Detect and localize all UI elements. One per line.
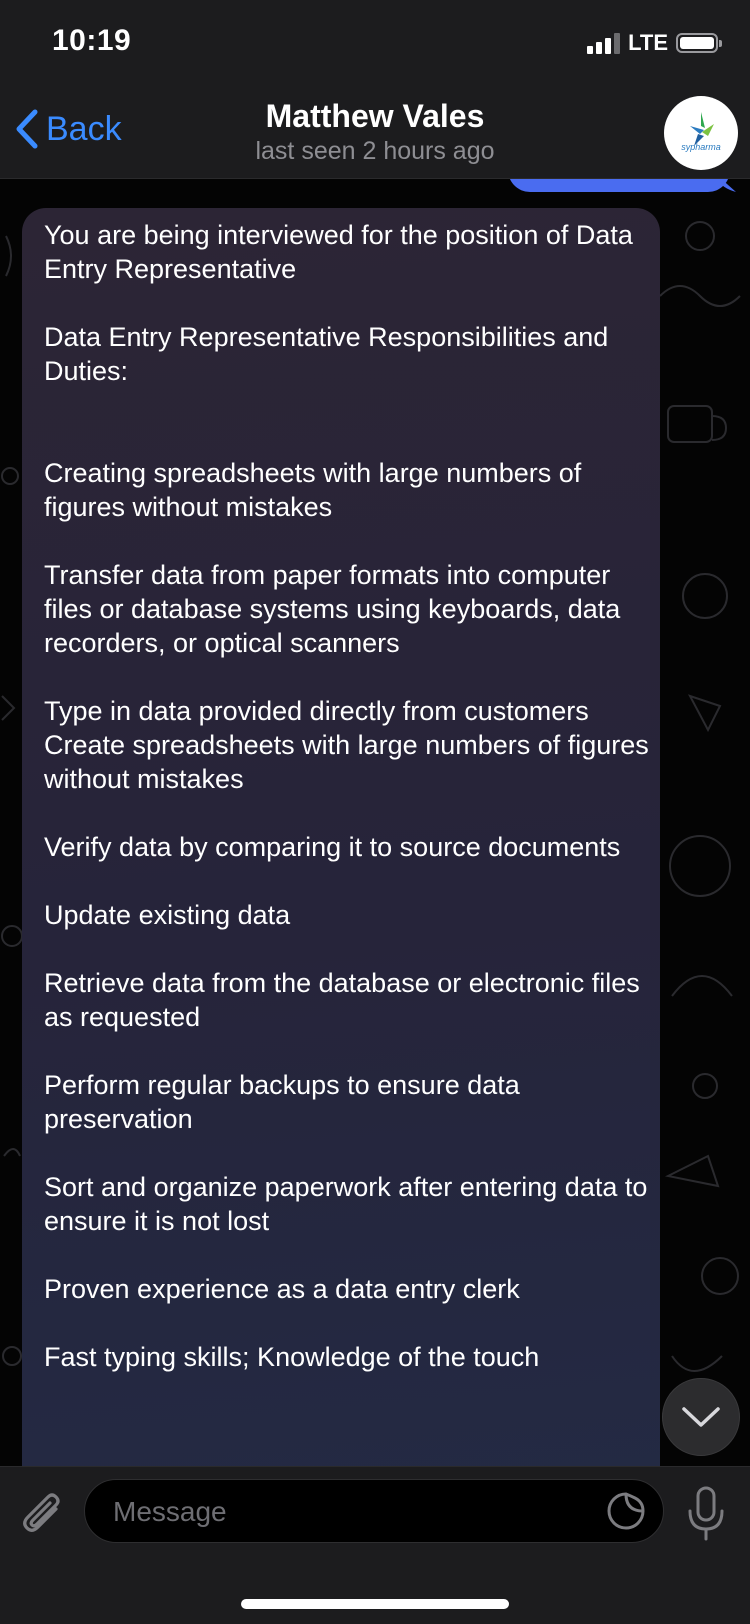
paperclip-icon[interactable]	[20, 1489, 66, 1541]
message-input-wrapper	[84, 1479, 664, 1543]
network-type: LTE	[628, 30, 668, 55]
message-paragraph: Data Entry Representative Responsibilities and Duties:	[44, 322, 609, 386]
chevron-down-icon	[681, 1405, 721, 1429]
message-paragraph: Type in data provided directly from customers	[44, 696, 589, 726]
status-time: 10:19	[52, 24, 132, 57]
message-paragraph: Fast typing skills; Knowledge of the touch	[44, 1342, 540, 1372]
message-text	[44, 218, 654, 1408]
contact-name: Matthew Vales	[265, 98, 485, 134]
message-paragraph: Proven experience as a data entry clerk	[44, 1274, 520, 1304]
message-input[interactable]	[111, 1490, 585, 1534]
message-paragraph: You are being interviewed for the position of Data Entry Representative	[44, 220, 633, 284]
sticker-icon[interactable]	[605, 1490, 647, 1532]
message-paragraph: Retrieve data from the database or electronic files as requested	[44, 968, 640, 1032]
home-indicator[interactable]	[241, 1599, 509, 1609]
status-indicators	[587, 30, 718, 56]
message-composer	[0, 1466, 750, 1624]
battery-icon	[676, 33, 718, 53]
microphone-icon[interactable]	[686, 1485, 726, 1543]
last-seen-status: last seen 2 hours ago	[255, 137, 495, 165]
chevron-left-icon	[14, 108, 40, 150]
sypharma-logo-icon	[664, 96, 738, 170]
back-label: Back	[46, 109, 122, 148]
signal-icon	[587, 32, 620, 54]
avatar-label: sypharma	[681, 142, 721, 152]
contact-avatar[interactable]	[664, 96, 738, 170]
message-paragraph: Creating spreadsheets with large numbers of figures without mistakes	[44, 458, 582, 522]
back-button[interactable]	[14, 108, 122, 150]
message-paragraph: Perform regular backups to ensure data preservation	[44, 1070, 520, 1134]
chat-header	[0, 0, 750, 179]
chat-title[interactable]	[160, 96, 590, 166]
incoming-message-bubble[interactable]	[22, 208, 660, 1508]
message-paragraph: Update existing data	[44, 900, 291, 930]
message-paragraph: Transfer data from paper formats into computer files or database systems using keyboards, data recorders, or optical scanners	[44, 560, 621, 658]
scroll-to-bottom-button[interactable]	[662, 1378, 740, 1456]
message-paragraph: Create spreadsheets with large numbers of figures without mistakes	[44, 730, 649, 794]
message-paragraph: Verify data by comparing it to source documents	[44, 832, 621, 862]
message-paragraph: Sort and organize paperwork after entering data to ensure it is not lost	[44, 1172, 648, 1236]
